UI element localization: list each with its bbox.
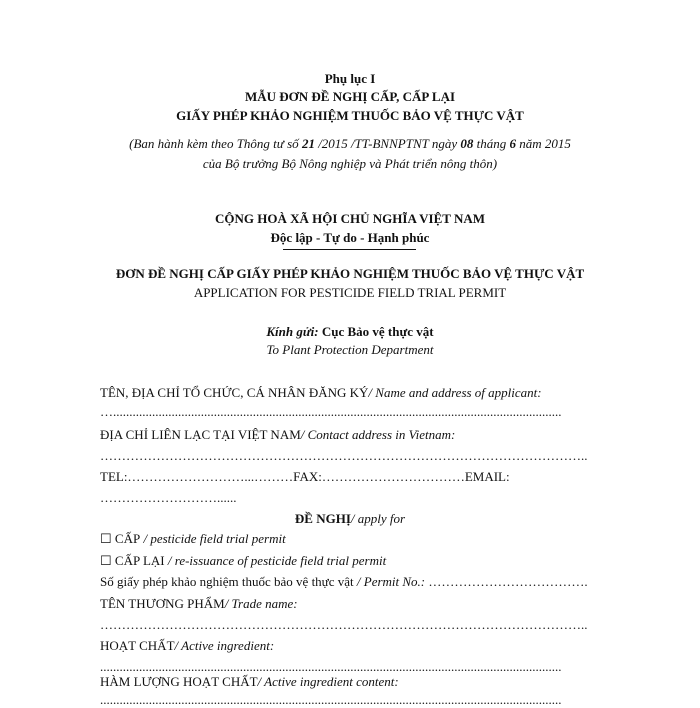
- applicant-dotted-line[interactable]: …..........................................................................................................................................: [100, 404, 562, 419]
- addressee-name-en: To Plant Protection Department: [266, 342, 434, 357]
- option-reissue-vi: CẤP LẠI: [111, 553, 165, 568]
- ingredient-content-label: [100, 674, 399, 690]
- request-heading-en: / apply for: [350, 511, 406, 526]
- nation-motto: Độc lập - Tự do - Hạnh phúc: [270, 230, 430, 245]
- permit-number-line: [100, 574, 588, 590]
- addressee-label: Kính gửi:: [266, 324, 319, 339]
- ingredient-content-vi: HÀM LƯỢNG HOẠT CHẤT: [100, 674, 258, 689]
- issued-day: 08: [460, 136, 474, 151]
- active-ingredient-en: / Active ingredient:: [174, 638, 275, 653]
- permit-number-vi: Số giấy phép khảo nghiệm thuốc bảo vệ thực vật: [100, 574, 354, 589]
- option-reissue: [100, 553, 386, 569]
- issued-text-d: năm 2015: [516, 136, 571, 151]
- request-heading: [0, 511, 700, 527]
- application-title-en: APPLICATION FOR PESTICIDE FIELD TRIAL PERMIT: [193, 285, 507, 300]
- issued-line-1: [0, 136, 700, 152]
- addressee-line: [0, 324, 700, 340]
- permit-number-dots[interactable]: ……………………………….: [425, 574, 588, 589]
- trade-name-label: [100, 596, 298, 612]
- checkbox-issue[interactable]: ☐: [100, 531, 112, 546]
- active-ingredient-vi: HOẠT CHẤT: [100, 638, 175, 653]
- issued-month: 6: [509, 136, 516, 151]
- option-reissue-en: / re-issuance of pesticide field trial permit: [164, 553, 387, 568]
- contact-label: [100, 427, 455, 443]
- option-issue: [100, 531, 286, 547]
- request-heading-vi: ĐỀ NGHỊ: [294, 511, 351, 526]
- issued-line-2: của Bộ trưởng Bộ Nông nghiệp và Phát triển nông thôn): [202, 156, 498, 171]
- tel-fax-email-line[interactable]: TEL:………………………...………FAX:……………………………EMAIL:: [100, 469, 510, 484]
- nation-name: CỘNG HOÀ XÃ HỘI CHỦ NGHĨA VIỆT NAM: [214, 211, 486, 226]
- active-ingredient-dotted-line[interactable]: ..............................................................................................................................................: [100, 659, 562, 674]
- issued-text-b: /2015 /TT-BNNPTNT ngày: [314, 136, 461, 151]
- email-dotted-continuation[interactable]: ………………………......: [100, 490, 237, 505]
- issued-text-c: tháng: [473, 136, 510, 151]
- issued-text-a: (Ban hành kèm theo Thông tư số: [129, 136, 302, 151]
- checkbox-reissue[interactable]: ☐: [100, 553, 112, 568]
- permit-title: GIẤY PHÉP KHẢO NGHIỆM THUỐC BẢO VỆ THỰC VẬT: [176, 108, 524, 123]
- option-issue-vi: CẤP: [111, 531, 141, 546]
- contact-label-en: / Contact address in Vietnam:: [300, 427, 456, 442]
- option-issue-en: / pesticide field trial permit: [140, 531, 286, 546]
- contact-dotted-line[interactable]: …………………………………………………………………………………………………..: [100, 448, 588, 463]
- form-title: MẪU ĐƠN ĐỀ NGHỊ CẤP, CẤP LẠI: [244, 89, 456, 104]
- active-ingredient-label: [100, 638, 274, 654]
- applicant-label-vi: TÊN, ĐỊA CHỈ TỔ CHỨC, CÁ NHÂN ĐĂNG KÝ: [100, 385, 369, 400]
- circular-number: 21: [301, 136, 315, 151]
- applicant-label: [100, 385, 542, 401]
- application-title-vi: ĐƠN ĐỀ NGHỊ CẤP GIẤY PHÉP KHẢO NGHIỆM THUỐC BẢO VỆ THỰC VẬT: [115, 266, 585, 281]
- trade-name-dotted-line[interactable]: …………………………………………………………………………………………………..: [100, 617, 588, 632]
- ingredient-content-dotted-line[interactable]: ..............................................................................................................................................: [100, 692, 562, 707]
- trade-name-en: / Trade name:: [224, 596, 298, 611]
- permit-number-en: / Permit No.:: [353, 574, 426, 589]
- contact-label-vi: ĐỊA CHỈ LIÊN LẠC TẠI VIỆT NAM: [100, 427, 301, 442]
- ingredient-content-en: / Active ingredient content:: [257, 674, 399, 689]
- trade-name-vi: TÊN THƯƠNG PHẨM: [100, 596, 225, 611]
- motto-underline: [283, 249, 416, 250]
- applicant-label-en: / Name and address of applicant:: [368, 385, 542, 400]
- addressee-name: Cục Bảo vệ thực vật: [318, 324, 434, 339]
- appendix-label: Phụ lục I: [324, 71, 376, 86]
